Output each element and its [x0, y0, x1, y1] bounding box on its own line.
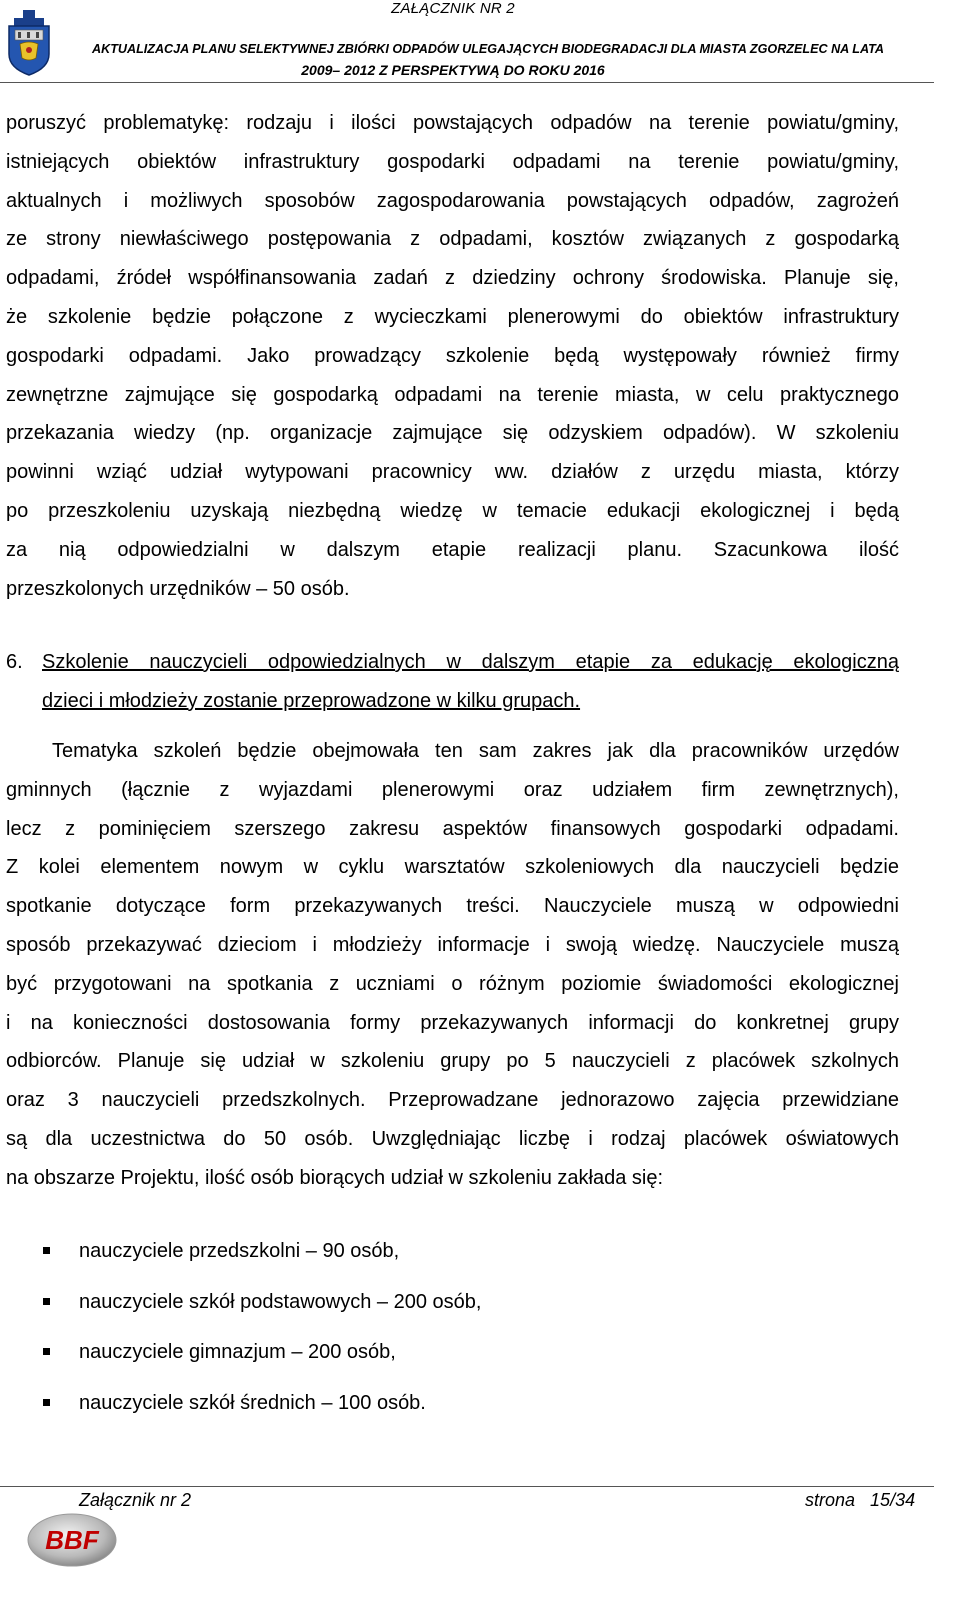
text-line: powinni wziąć udział wytypowani pracownicy ww. działów z urzędu miasta, którzy	[6, 461, 899, 484]
footer-attachment-label: Załącznik nr 2	[79, 1490, 192, 1510]
text-line: sposób przekazywać dzieciom i młodzieży informacje i swoją wiedzę. Nauczyciele muszą	[6, 933, 899, 956]
square-bullet-icon	[43, 1298, 50, 1305]
bbf-logo-icon	[26, 1512, 118, 1568]
list-item-text: nauczyciele gimnazjum – 200 osób,	[79, 1341, 396, 1364]
text-line: gospodarki odpadami. Jako prowadzący szkolenie będą występowały również firmy	[6, 344, 899, 367]
square-bullet-icon	[43, 1348, 50, 1355]
text-line: poruszyć problematykę: rodzaju i ilości powstających odpadów na terenie powiatu/gminy,	[6, 112, 899, 134]
footer-page-number	[805, 1490, 915, 1511]
bullet-list	[0, 1232, 900, 1435]
square-bullet-icon	[43, 1399, 50, 1406]
list-item	[0, 1283, 900, 1334]
text-line: spotkanie dotyczące form przekazywanych treści. Nauczyciele muszą w odpowiedni	[6, 895, 899, 918]
section-number: 6.	[6, 651, 23, 673]
text-line: odpadami, źródeł współfinansowania zadań z dziedziny ochrony środowiska. Planuje się,	[6, 267, 899, 290]
text-line: i na konieczności dostosowania formy przekazywanych informacji do konkretnej grupy	[6, 1011, 899, 1034]
text-line: aktualnych i możliwych sposobów zagospodarowania powstających odpadów, zagrożeń	[6, 189, 899, 212]
list-item	[0, 1333, 900, 1384]
text-line: za nią odpowiedzialni w dalszym etapie realizacji planu. Szacunkowa ilość	[6, 538, 899, 561]
text-line: istniejących obiektów infrastruktury gospodarki odpadami na terenie powiatu/gminy,	[6, 150, 899, 173]
list-item-text: nauczyciele szkół średnich – 100 osób.	[79, 1392, 426, 1415]
list-item-text: nauczyciele szkół podstawowych – 200 osób,	[79, 1290, 482, 1313]
text-line: że szkolenie będzie połączone z wycieczkami plenerowymi do obiektów infrastruktury	[6, 305, 899, 328]
text-line: oraz 3 nauczycieli przedszkolnych. Przeprowadzane jednorazowo zajęcia przewidziane	[6, 1089, 899, 1112]
text-line: na obszarze Projektu, ilość osób biorących udział w szkoleniu zakłada się:	[6, 1166, 664, 1189]
list-item-text: nauczyciele przedszkolni – 90 osób,	[79, 1240, 400, 1262]
text-line: po przeszkoleniu uzyskają niezbędną wiedzę w temacie edukacji ekologicznej i będą	[6, 499, 899, 522]
paragraph-2	[6, 732, 899, 1198]
text-line: lecz z pominięciem szerszego zakresu aspektów finansowych gospodarki odpadami.	[6, 817, 899, 840]
text-line: Tematyka szkoleń będzie obejmowała ten sam zakres jak dla pracowników urzędów	[52, 740, 899, 762]
page-label: strona	[805, 1490, 856, 1510]
text-line: być przygotowani na spotkania z uczniami o różnym poziomie świadomości ekologicznej	[6, 972, 899, 995]
text-line: ze strony niewłaściwego postępowania z odpadami, kosztów związanych z gospodarką	[6, 228, 899, 251]
text-line: przeszkolonych urzędników – 50 osób.	[6, 577, 350, 600]
heading-line: dzieci i młodzieży zostanie przeprowadzone w kilku grupach.	[42, 689, 581, 712]
heading-line: Szkolenie nauczycieli odpowiedzialnych w dalszym etapie za edukację ekologiczną	[42, 651, 899, 673]
footer-divider	[0, 1486, 934, 1487]
page-count: 15/34	[870, 1490, 916, 1510]
header-title: ZAŁĄCZNIK NR 2	[391, 0, 515, 17]
paragraph-1	[6, 104, 899, 608]
list-item	[0, 1384, 900, 1435]
text-line: odbiorców. Planuje się udział w szkoleniu grupy po 5 nauczycieli z placówek szkolnych	[6, 1050, 899, 1073]
text-line: Z kolei elementem nowym w cyklu warsztatów szkoleniowych dla nauczycieli będzie	[6, 856, 899, 879]
text-line: gminnych (łącznie z wyjazdami plenerowymi oraz udziałem firm zewnętrznych),	[6, 778, 899, 801]
header-subtitle-line1: AKTUALIZACJA PLANU SELEKTYWNEJ ZBIÓRKI ODPADÓW ULEGAJĄCYCH BIODEGRADACJI DLA MIASTA ZGORZELEC NA LATA	[92, 42, 884, 56]
logo-text: BBF	[45, 1525, 99, 1555]
text-line: przekazania wiedzy (np. organizacje zajmujące się odzyskiem odpadów). W szkoleniu	[6, 422, 899, 445]
text-line: są dla uczestnictwa do 50 osób. Uwzględniając liczbę i rodzaj placówek oświatowych	[6, 1127, 899, 1150]
header-divider	[0, 82, 934, 83]
list-item	[0, 1232, 900, 1283]
square-bullet-icon	[43, 1247, 50, 1254]
text-line: zewnętrzne zajmujące się gospodarką odpadami na terenie miasta, w celu praktycznego	[6, 383, 899, 406]
header-subtitle-line2: 2009– 2012 Z PERSPEKTYWĄ DO ROKU 2016	[301, 62, 605, 78]
